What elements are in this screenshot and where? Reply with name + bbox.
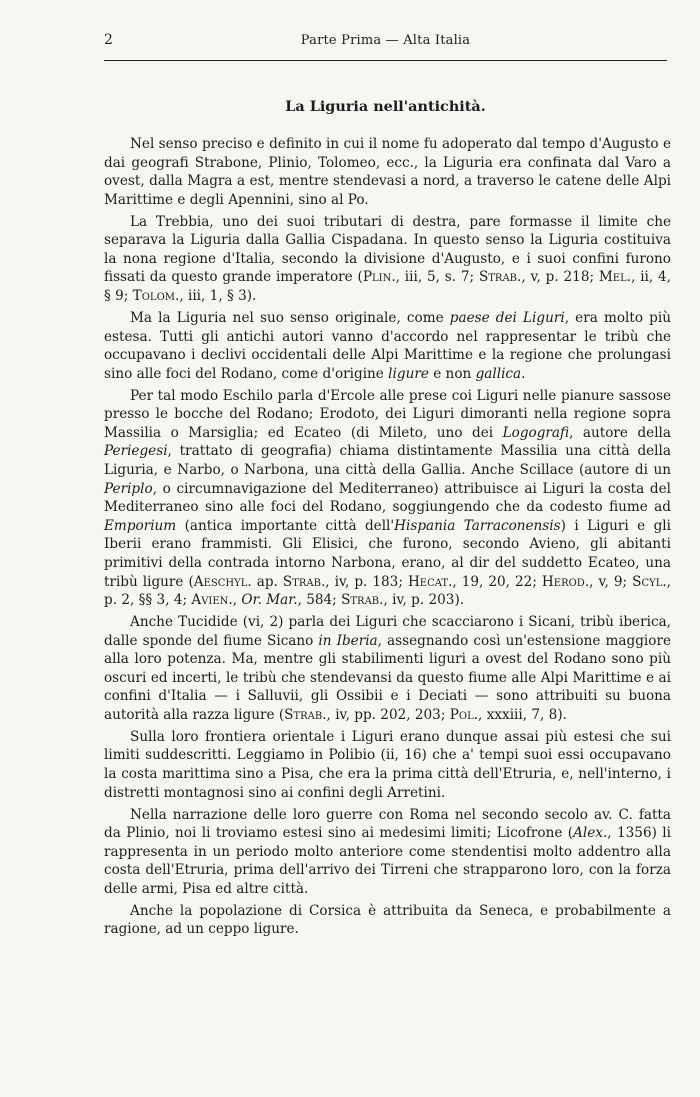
citation-abbrev: Strab. xyxy=(282,573,326,590)
italic-text: Periegesi xyxy=(104,443,168,460)
text-run: , v, 9; xyxy=(589,573,633,590)
text-run: ) i Liguri e gli Iberii erano frammisti. Gli Elisici, che furono, secondo Avieno, gli abitanti primitivi della contrada intorno Narbona, erano, al dir del suddetto Ecateo, una tribù ligure ( xyxy=(104,517,671,590)
italic-text: Periplo xyxy=(104,480,153,497)
citation-abbrev: Pol. xyxy=(449,707,479,723)
italic-text: gallica xyxy=(475,365,522,382)
text-run: Nella narrazione delle loro guerre con Roma nel secondo secolo av. C. fatta da Plinio, noi li troviamo estesi sino ai medesimi limiti; Licofrone ( xyxy=(104,806,671,842)
paragraph xyxy=(104,902,671,939)
citation-abbrev: Strab. xyxy=(284,707,327,723)
citation-abbrev: Mel. xyxy=(598,269,632,286)
text-run: La Trebbia, uno dei suoi tributari di destra, pare formasse il limite che separava la Liguria dalla Gallia Cispadana. In questo senso la Liguria costituiva la nona regione d'Italia, secondo la divisione d'Augusto, e i suoi confini furono fissati da questo grande imperatore ( xyxy=(104,213,671,286)
text-run: , autore della xyxy=(569,424,671,441)
text-run: , p. 2, §§ 3, 4; xyxy=(104,573,671,609)
text-run: Per tal modo Eschilo parla d'Ercole alle prese coi Liguri nelle pianure sassose presso le bocche del Rodano; Erodoto, dei Liguri dimoranti nella regione sopra Massilia o Marsiglia; ed Ecateo (di Mileto, uno dei xyxy=(104,387,671,441)
text-run: , iv, pp. 202, 203; xyxy=(326,707,450,723)
citation-abbrev: Scyl. xyxy=(632,573,667,590)
text-run: , 19, 20, 22; xyxy=(452,573,542,590)
text-run: , trattato di geografia) chiama distintamente Massilia una città della Liguria, e Narbo, o Narbona, una città della Gallia. Anche Scillace (autore di un xyxy=(104,443,671,478)
header-rule xyxy=(104,60,667,61)
text-run: , o circumnavigazione del Mediterraneo) attribuisce ai Liguri la costa del Mediterraneo sino alle foci del Rodano, soggiungendo che da codesto fiume ad xyxy=(104,480,671,516)
text-run: Nel senso preciso e definito in cui il nome fu adoperato dal tempo d'Augusto e dai geografi Strabone, Plinio, Tolomeo, ecc., la Liguria era confinata dal Varo a ovest, dalla Magra a est, mentre stendevasi a nord, a traverso le catene delle Alpi Marittime e degli Apennini, sino al Po. xyxy=(104,136,671,208)
citation-abbrev: Strab. xyxy=(341,592,384,609)
italic-text: Logografi xyxy=(502,424,570,441)
italic-text: ligure xyxy=(388,365,429,382)
text-run: , iv, p. 183; xyxy=(325,573,408,590)
section-title: La Liguria nell'antichità. xyxy=(285,98,486,115)
paragraph xyxy=(104,613,671,725)
text-run: , 1356) li rappresenta in un periodo molto anteriore come stendentisi molto addentro alla costa dell'Etruria, prima dell'arrivo dei Tirreni che strapparono loro, con la forza delle armi, Pisa ed altre città. xyxy=(104,825,671,897)
paragraph xyxy=(104,213,671,306)
text-run: Anche Tucidide (vi, 2) parla dei Liguri che scacciarono i Sicani, tribù iberica, dalle sponde del fiume Sicano xyxy=(104,614,671,649)
citation-abbrev: Avien. xyxy=(191,592,233,609)
text-run: , assegnando così un'estensione maggiore alla loro potenza. Ma, mentre gli stabilimenti liguri a ovest del Rodano sono più oscuri ed incerti, le tribù che stendevansi da questo fiume alle Alpi Marittime e ai confini d'Italia — i Salluvii, gli Ossibii e i Deciati — sono attribuiti su buona autorità alla razza ligure ( xyxy=(104,632,672,723)
page-header xyxy=(104,30,667,54)
text-run: , iii, 1, § 3). xyxy=(179,288,257,305)
text-run: Anche la popolazione di Corsica è attribuita da Seneca, e probabilmente a ragione, ad un ceppo ligure. xyxy=(104,902,671,938)
paragraph xyxy=(104,806,671,899)
text-run: , iii, 5, s. 7; xyxy=(395,269,479,286)
text-run: , ii, 4, § 9; xyxy=(104,269,672,305)
text-run: Sulla loro frontiera orientale i Liguri erano dunque assai più estesi che sui limiti suddescritti. Leggiamo in Polibio (ii, 16) che a' tempi suoi essi occupavano la costa marittima sino a Pisa, che era la prima città dell'Etruria, e, nell'interno, i distretti montagnosi sino ai confini degli Arretini. xyxy=(104,728,671,801)
text-run: , era molto più estesa. Tutti gli antichi autori vanno d'accordo nel rappresentar le tribù che occupavano i declivi occidentali delle Alpi Marittime e la regione che prolungasi sino alle foci del Rodano, come d'origine xyxy=(104,309,671,382)
italic-text: Emporium xyxy=(104,517,177,534)
italic-text: Alex. xyxy=(573,825,608,842)
citation-abbrev: Plin. xyxy=(362,269,396,286)
text-run: , iv, p. 203). xyxy=(383,592,465,609)
running-title: Parte Prima — Alta Italia xyxy=(300,33,471,48)
text-run: Ma la Liguria nel suo senso originale, come xyxy=(130,309,450,326)
text-run: , xyxy=(232,592,242,609)
text-run: ap. xyxy=(251,573,283,590)
citation-abbrev: Tolom. xyxy=(132,288,180,305)
text-run: , xxxiii, 7, 8). xyxy=(478,707,567,723)
paragraph xyxy=(104,135,671,209)
body-text xyxy=(104,135,671,942)
citation-abbrev: Herod. xyxy=(541,573,590,590)
text-run: (antica importante città dell' xyxy=(176,517,395,534)
italic-text: in Iberia xyxy=(318,632,378,649)
paragraph xyxy=(104,728,671,802)
citation-abbrev: Hecat. xyxy=(407,573,453,590)
italic-text: Hispania Tarraconensis xyxy=(394,517,561,534)
italic-text: paese dei Liguri xyxy=(449,309,565,326)
page-number: 2 xyxy=(104,32,113,48)
citation-abbrev: Aeschyl. xyxy=(193,573,252,590)
text-run: . xyxy=(521,365,526,382)
citation-abbrev: Strab. xyxy=(478,269,522,286)
text-run: , v, p. 218; xyxy=(521,269,599,286)
paragraph xyxy=(104,387,671,610)
text-run: e non xyxy=(428,365,476,382)
text-run: , 584; xyxy=(297,592,342,609)
paragraph xyxy=(104,309,671,383)
italic-text: Or. Mar. xyxy=(241,592,298,609)
